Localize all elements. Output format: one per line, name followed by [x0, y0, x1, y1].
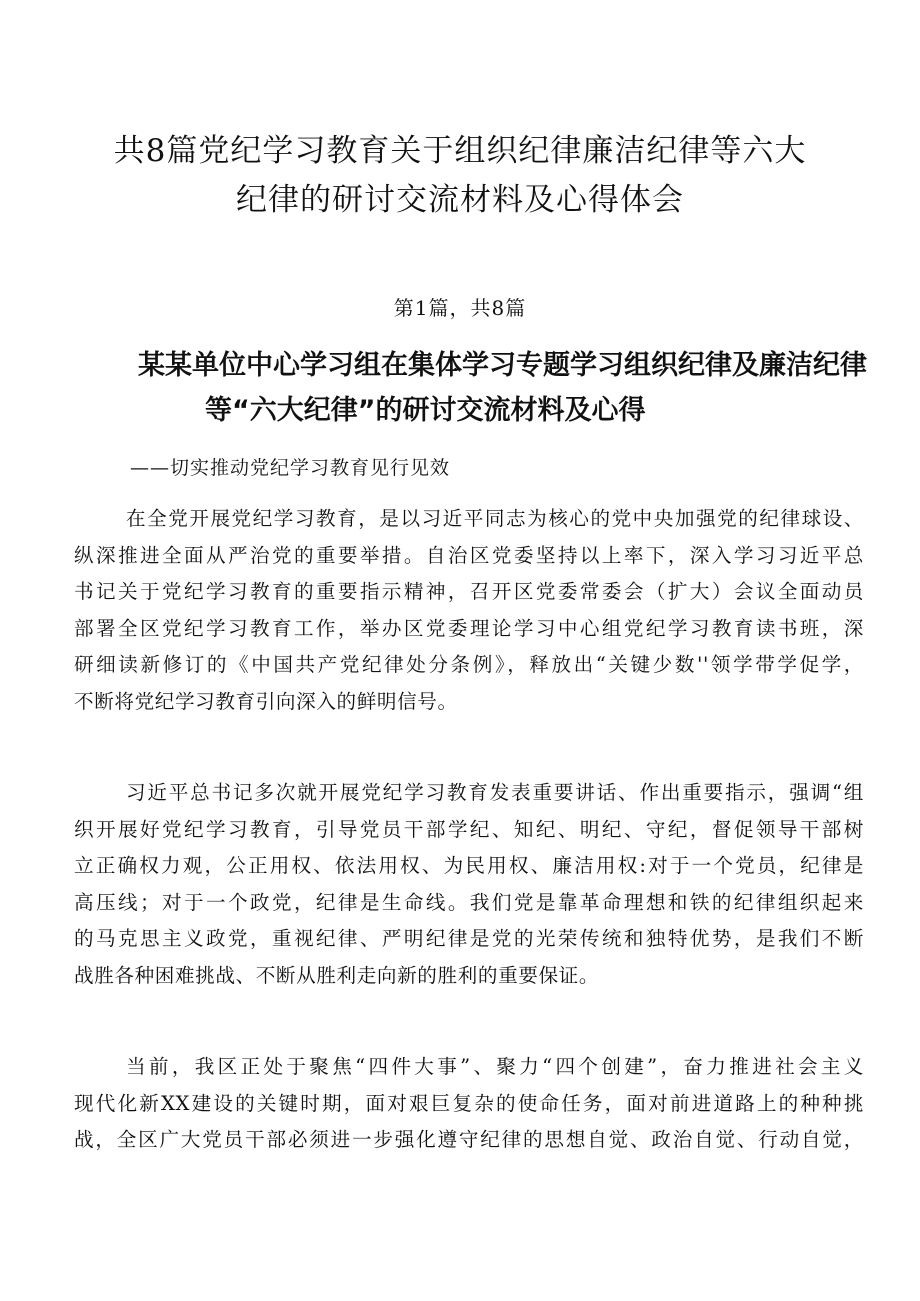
- paragraph-line: 习近平总书记多次就开展党纪学习教育发表重要讲话、作出重要指示，强调“组: [126, 781, 864, 804]
- article-subtitle-line-1: 某某单位中心学习组在集体学习专题学习组织纪律及廉洁纪律: [138, 350, 867, 381]
- paragraph-line: 当前，我区正处于聚焦“四件大事”、聚力“四个创建”，奋力推进社会主义: [126, 1055, 864, 1078]
- paragraph-3: [74, 1049, 864, 1159]
- paragraph-line: 的马克思主义政党，重视纪律、严明纪律是党的光荣传统和独特优势，是我们不断: [74, 927, 864, 950]
- paragraph-2: [74, 775, 864, 994]
- paragraph-1: [74, 501, 864, 720]
- paragraph-line: 不断将党纪学习教育引向深入的鲜明信号。: [74, 689, 458, 713]
- paragraph-line: 在全党开展党纪学习教育，是以习近平同志为核心的党中央加强党的纪律球设、: [126, 507, 864, 530]
- paragraph-line: 战，全区广大党员干部必须进一步强化遵守纪律的思想自觉、政治自觉、行动自觉，: [74, 1128, 864, 1151]
- paragraph-line: 部署全区党纪学习教育工作，举办区党委理论学习中心组党纪学习教育读书班，深: [74, 616, 864, 640]
- paragraph-line: 高压线；对于一个政党，纪律是生命线。我们党是靠革命理想和铁的纪律组织起来: [74, 890, 864, 914]
- paragraph-line: 书记关于党纪学习教育的重要指示精神，召开区党委常委会（扩大）会议全面动员: [74, 580, 864, 603]
- part-label: 第1篇，共8篇: [393, 296, 527, 320]
- paragraph-line: 织开展好党纪学习教育，引导党员干部学纪、知纪、明纪、守纪，督促领导干部树: [74, 817, 864, 841]
- paragraph-line: 研细读新修订的《中国共产党纪律处分条例》，释放出“关键少数''领学带学促学，: [74, 653, 864, 676]
- article-subtitle-line-2: 等“六大纪律”的研讨交流材料及心得: [205, 395, 646, 426]
- paragraph-line: 纵深推进全面从严治党的重要举措。自治区党委坚持以上率下，深入学习习近平总: [74, 543, 864, 567]
- paragraph-line: 立正确权力观，公正用权、依法用权、为民用权、廉洁用权:对于一个党员，纪律是: [74, 854, 864, 877]
- article-tagline: ——切实推动党纪学习教育见行见效: [130, 457, 451, 479]
- paragraph-line: 现代化新XX建设的关键时期，面对艰巨复杂的使命任务，面对前进道路上的种种挑: [74, 1091, 864, 1115]
- document-title-line-1: 共8篇党纪学习教育关于组织纪律廉洁纪律等六大: [113, 133, 807, 169]
- document-title-line-2: 纪律的研讨交流材料及心得体会: [236, 182, 684, 218]
- paragraph-line: 战胜各种困难挑战、不断从胜利走向新的胜利的重要保证。: [74, 963, 600, 987]
